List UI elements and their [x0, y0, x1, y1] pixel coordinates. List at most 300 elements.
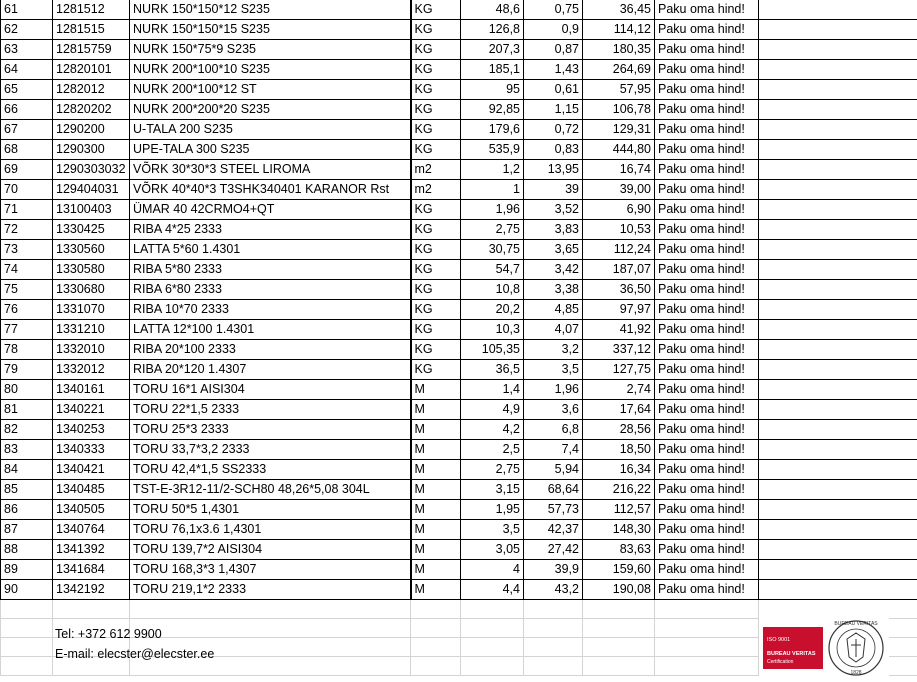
empty-cell[interactable] — [461, 619, 524, 638]
table-cell[interactable]: NURK 200*100*10 S235 — [130, 60, 411, 80]
table-cell[interactable]: 30,75 — [461, 240, 524, 260]
table-cell[interactable]: 112,57 — [583, 500, 655, 520]
empty-cell[interactable] — [759, 380, 917, 400]
table-cell[interactable]: 36,45 — [583, 0, 655, 20]
table-cell[interactable]: 2,74 — [583, 380, 655, 400]
table-cell[interactable]: NURK 200*100*12 ST — [130, 80, 411, 100]
table-cell[interactable]: 3,65 — [524, 240, 583, 260]
table-cell[interactable]: 71 — [1, 200, 53, 220]
table-cell[interactable]: Paku oma hind! — [655, 80, 759, 100]
table-cell[interactable]: 4,9 — [461, 400, 524, 420]
table-cell[interactable]: RIBA 10*70 2333 — [130, 300, 411, 320]
table-cell[interactable]: 1330680 — [53, 280, 130, 300]
empty-cell[interactable] — [130, 600, 411, 619]
empty-cell[interactable] — [524, 619, 583, 638]
table-cell[interactable]: TORU 219,1*2 2333 — [130, 580, 411, 600]
table-cell[interactable]: RIBA 5*80 2333 — [130, 260, 411, 280]
empty-cell[interactable] — [53, 600, 130, 619]
table-cell[interactable]: TORU 76,1x3.6 1,4301 — [130, 520, 411, 540]
table-cell[interactable]: RIBA 20*120 1.4307 — [130, 360, 411, 380]
table-cell[interactable]: Paku oma hind! — [655, 300, 759, 320]
table-cell[interactable]: 264,69 — [583, 60, 655, 80]
table-cell[interactable]: 126,8 — [461, 20, 524, 40]
table-row — [1, 480, 917, 500]
empty-cell[interactable] — [759, 580, 917, 600]
table-cell[interactable]: 42,37 — [524, 520, 583, 540]
empty-cell[interactable] — [759, 260, 917, 280]
table-cell[interactable]: 1,43 — [524, 60, 583, 80]
empty-cell[interactable] — [759, 400, 917, 420]
table-cell[interactable]: NURK 200*200*20 S235 — [130, 100, 411, 120]
table-cell[interactable]: 127,75 — [583, 360, 655, 380]
table-cell[interactable]: 1331070 — [53, 300, 130, 320]
table-cell[interactable]: 0,87 — [524, 40, 583, 60]
table-cell[interactable]: Paku oma hind! — [655, 340, 759, 360]
empty-cell[interactable] — [411, 638, 461, 657]
table-cell[interactable]: 87 — [1, 520, 53, 540]
table-cell[interactable]: 4,07 — [524, 320, 583, 340]
empty-cell[interactable] — [759, 180, 917, 200]
table-cell[interactable]: 1330580 — [53, 260, 130, 280]
table-cell[interactable]: Paku oma hind! — [655, 460, 759, 480]
table-cell[interactable]: 36,5 — [461, 360, 524, 380]
table-cell[interactable]: 75 — [1, 280, 53, 300]
table-cell[interactable]: 1,96 — [461, 200, 524, 220]
table-cell[interactable]: 12820101 — [53, 60, 130, 80]
table-cell[interactable]: 1341392 — [53, 540, 130, 560]
table-cell[interactable]: 88 — [1, 540, 53, 560]
empty-cell[interactable] — [461, 657, 524, 676]
table-cell[interactable]: KG — [411, 40, 461, 60]
table-cell[interactable]: 63 — [1, 40, 53, 60]
empty-cell[interactable] — [1, 600, 53, 619]
table-cell[interactable]: KG — [411, 260, 461, 280]
empty-cell[interactable] — [759, 20, 917, 40]
table-cell[interactable]: 3,42 — [524, 260, 583, 280]
table-cell[interactable]: Paku oma hind! — [655, 100, 759, 120]
table-cell[interactable]: 73 — [1, 240, 53, 260]
table-cell[interactable]: KG — [411, 240, 461, 260]
table-cell[interactable]: TORU 50*5 1,4301 — [130, 500, 411, 520]
empty-cell[interactable] — [583, 657, 655, 676]
table-cell[interactable]: 1281515 — [53, 20, 130, 40]
table-cell[interactable]: KG — [411, 140, 461, 160]
table-cell[interactable]: 190,08 — [583, 580, 655, 600]
table-cell[interactable]: 1340221 — [53, 400, 130, 420]
table-cell[interactable]: KG — [411, 20, 461, 40]
empty-cell[interactable] — [655, 600, 759, 619]
empty-cell[interactable] — [461, 600, 524, 619]
table-cell[interactable]: 0,75 — [524, 0, 583, 20]
table-cell[interactable]: 80 — [1, 380, 53, 400]
empty-cell[interactable] — [411, 619, 461, 638]
table-cell[interactable]: M — [411, 480, 461, 500]
table-cell[interactable]: 1,2 — [461, 160, 524, 180]
table-cell[interactable]: 12820202 — [53, 100, 130, 120]
table-cell[interactable]: RIBA 20*100 2333 — [130, 340, 411, 360]
table-cell[interactable]: U-TALA 200 S235 — [130, 120, 411, 140]
table-cell[interactable]: NURK 150*150*15 S235 — [130, 20, 411, 40]
table-cell[interactable]: 1290200 — [53, 120, 130, 140]
table-cell[interactable]: TORU 168,3*3 1,4307 — [130, 560, 411, 580]
table-cell[interactable]: Paku oma hind! — [655, 520, 759, 540]
empty-cell[interactable] — [759, 520, 917, 540]
table-cell[interactable]: 13100403 — [53, 200, 130, 220]
table-cell[interactable]: 4,85 — [524, 300, 583, 320]
table-cell[interactable]: 207,3 — [461, 40, 524, 60]
table-cell[interactable]: 83,63 — [583, 540, 655, 560]
empty-cell[interactable] — [1, 619, 53, 638]
table-cell[interactable]: Paku oma hind! — [655, 440, 759, 460]
table-cell[interactable]: 86 — [1, 500, 53, 520]
table-cell[interactable]: 18,50 — [583, 440, 655, 460]
empty-cell[interactable] — [759, 600, 917, 619]
table-cell[interactable]: Paku oma hind! — [655, 400, 759, 420]
table-cell[interactable]: 27,42 — [524, 540, 583, 560]
table-cell[interactable]: Paku oma hind! — [655, 320, 759, 340]
table-cell[interactable]: 81 — [1, 400, 53, 420]
table-cell[interactable]: 114,12 — [583, 20, 655, 40]
table-cell[interactable]: 85 — [1, 480, 53, 500]
table-cell[interactable]: 62 — [1, 20, 53, 40]
empty-cell[interactable] — [759, 340, 917, 360]
table-cell[interactable]: 41,92 — [583, 320, 655, 340]
empty-cell[interactable] — [759, 280, 917, 300]
table-cell[interactable]: Paku oma hind! — [655, 540, 759, 560]
table-cell[interactable]: KG — [411, 220, 461, 240]
empty-cell[interactable] — [461, 638, 524, 657]
empty-cell[interactable] — [524, 638, 583, 657]
empty-cell[interactable] — [524, 600, 583, 619]
table-cell[interactable]: ÜMAR 40 42CRMO4+QT — [130, 200, 411, 220]
table-cell[interactable]: 12815759 — [53, 40, 130, 60]
empty-cell[interactable] — [583, 638, 655, 657]
table-cell[interactable]: M — [411, 520, 461, 540]
table-cell[interactable]: 82 — [1, 420, 53, 440]
empty-cell[interactable] — [759, 480, 917, 500]
table-cell[interactable]: 0,9 — [524, 20, 583, 40]
table-cell[interactable]: LATTA 5*60 1.4301 — [130, 240, 411, 260]
table-cell[interactable]: 1290300 — [53, 140, 130, 160]
table-cell[interactable]: 1340333 — [53, 440, 130, 460]
table-cell[interactable]: Paku oma hind! — [655, 180, 759, 200]
table-cell[interactable]: 20,2 — [461, 300, 524, 320]
table-cell[interactable]: 10,53 — [583, 220, 655, 240]
table-cell[interactable]: 3,6 — [524, 400, 583, 420]
table-cell[interactable]: 1341684 — [53, 560, 130, 580]
table-cell[interactable]: Paku oma hind! — [655, 360, 759, 380]
empty-cell[interactable] — [583, 619, 655, 638]
table-cell[interactable]: Paku oma hind! — [655, 480, 759, 500]
table-cell[interactable]: Paku oma hind! — [655, 380, 759, 400]
table-cell[interactable]: 4,4 — [461, 580, 524, 600]
table-cell[interactable]: KG — [411, 80, 461, 100]
table-cell[interactable]: 3,52 — [524, 200, 583, 220]
empty-cell[interactable] — [759, 300, 917, 320]
table-cell[interactable]: M — [411, 580, 461, 600]
table-cell[interactable]: 13,95 — [524, 160, 583, 180]
table-cell[interactable]: 97,97 — [583, 300, 655, 320]
table-cell[interactable]: TST-E-3R12-11/2-SCH80 48,26*5,08 304L — [130, 480, 411, 500]
table-cell[interactable]: Paku oma hind! — [655, 20, 759, 40]
table-cell[interactable]: Paku oma hind! — [655, 0, 759, 20]
table-cell[interactable]: 106,78 — [583, 100, 655, 120]
table-cell[interactable]: 43,2 — [524, 580, 583, 600]
table-cell[interactable]: M — [411, 460, 461, 480]
table-cell[interactable]: KG — [411, 360, 461, 380]
empty-cell[interactable] — [524, 657, 583, 676]
table-cell[interactable]: 216,22 — [583, 480, 655, 500]
table-cell[interactable]: KG — [411, 60, 461, 80]
table-cell[interactable]: 1340421 — [53, 460, 130, 480]
table-cell[interactable]: 3,05 — [461, 540, 524, 560]
empty-cell[interactable] — [759, 200, 917, 220]
table-cell[interactable]: VÕRK 30*30*3 STEEL LIROMA — [130, 160, 411, 180]
table-cell[interactable]: Paku oma hind! — [655, 200, 759, 220]
empty-cell[interactable] — [759, 100, 917, 120]
table-cell[interactable]: 187,07 — [583, 260, 655, 280]
table-cell[interactable]: 16,74 — [583, 160, 655, 180]
table-cell[interactable]: Paku oma hind! — [655, 160, 759, 180]
table-cell[interactable]: 129404031 — [53, 180, 130, 200]
table-cell[interactable]: KG — [411, 280, 461, 300]
empty-cell[interactable] — [759, 160, 917, 180]
table-cell[interactable]: TORU 16*1 AISI304 — [130, 380, 411, 400]
table-cell[interactable]: 70 — [1, 180, 53, 200]
table-cell[interactable]: 6,90 — [583, 200, 655, 220]
table-cell[interactable]: 444,80 — [583, 140, 655, 160]
table-cell[interactable]: 3,2 — [524, 340, 583, 360]
table-cell[interactable]: VÕRK 40*40*3 T3SHK340401 KARANOR Rst — [130, 180, 411, 200]
table-cell[interactable]: 78 — [1, 340, 53, 360]
table-cell[interactable]: 90 — [1, 580, 53, 600]
empty-cell[interactable] — [411, 600, 461, 619]
table-cell[interactable]: Paku oma hind! — [655, 260, 759, 280]
empty-cell[interactable] — [759, 140, 917, 160]
table-cell[interactable]: UPE-TALA 300 S235 — [130, 140, 411, 160]
table-cell[interactable]: Paku oma hind! — [655, 140, 759, 160]
table-cell[interactable]: 2,75 — [461, 460, 524, 480]
empty-cell[interactable] — [759, 500, 917, 520]
table-cell[interactable]: 0,83 — [524, 140, 583, 160]
table-row — [1, 160, 917, 180]
table-cell[interactable]: 76 — [1, 300, 53, 320]
empty-cell[interactable] — [655, 638, 759, 657]
table-cell[interactable]: 337,12 — [583, 340, 655, 360]
table-cell[interactable]: 105,35 — [461, 340, 524, 360]
table-cell[interactable]: 4 — [461, 560, 524, 580]
table-cell[interactable]: Paku oma hind! — [655, 580, 759, 600]
table-cell[interactable]: 68 — [1, 140, 53, 160]
table-cell[interactable]: 1332010 — [53, 340, 130, 360]
table-cell[interactable]: 1,15 — [524, 100, 583, 120]
table-cell[interactable]: 1332012 — [53, 360, 130, 380]
table-cell[interactable]: m2 — [411, 180, 461, 200]
table-cell[interactable]: M — [411, 420, 461, 440]
table-cell[interactable]: 72 — [1, 220, 53, 240]
table-cell[interactable]: M — [411, 380, 461, 400]
table-cell[interactable]: KG — [411, 0, 461, 20]
table-cell[interactable]: 2,5 — [461, 440, 524, 460]
table-cell[interactable]: 1330425 — [53, 220, 130, 240]
table-cell[interactable]: 1340485 — [53, 480, 130, 500]
table-cell[interactable]: 180,35 — [583, 40, 655, 60]
table-cell[interactable]: 2,75 — [461, 220, 524, 240]
table-cell[interactable]: 66 — [1, 100, 53, 120]
table-cell[interactable]: 84 — [1, 460, 53, 480]
table-cell[interactable]: Paku oma hind! — [655, 560, 759, 580]
table-cell[interactable]: RIBA 6*80 2333 — [130, 280, 411, 300]
table-cell[interactable]: 1282012 — [53, 80, 130, 100]
table-cell[interactable]: 1290303032 — [53, 160, 130, 180]
empty-cell[interactable] — [759, 120, 917, 140]
table-cell[interactable]: KG — [411, 100, 461, 120]
table-cell[interactable]: M — [411, 400, 461, 420]
table-cell[interactable]: 1,95 — [461, 500, 524, 520]
table-cell[interactable]: 39 — [524, 180, 583, 200]
table-cell[interactable]: TORU 22*1,5 2333 — [130, 400, 411, 420]
table-cell[interactable]: 57,95 — [583, 80, 655, 100]
table-cell[interactable]: TORU 33,7*3,2 2333 — [130, 440, 411, 460]
table-cell[interactable]: 3,5 — [461, 520, 524, 540]
table-cell[interactable]: 68,64 — [524, 480, 583, 500]
empty-cell[interactable] — [759, 40, 917, 60]
table-cell[interactable]: 1,96 — [524, 380, 583, 400]
table-cell[interactable]: 83 — [1, 440, 53, 460]
table-cell[interactable]: 57,73 — [524, 500, 583, 520]
table-cell[interactable]: Paku oma hind! — [655, 60, 759, 80]
table-cell[interactable]: TORU 25*3 2333 — [130, 420, 411, 440]
empty-cell[interactable] — [759, 240, 917, 260]
empty-cell[interactable] — [1, 638, 53, 657]
table-cell[interactable]: 1342192 — [53, 580, 130, 600]
table-cell[interactable]: 5,94 — [524, 460, 583, 480]
table-cell[interactable]: Paku oma hind! — [655, 240, 759, 260]
table-cell[interactable]: 179,6 — [461, 120, 524, 140]
empty-cell[interactable] — [759, 420, 917, 440]
empty-cell[interactable] — [759, 440, 917, 460]
table-cell[interactable]: KG — [411, 200, 461, 220]
table-cell[interactable]: 92,85 — [461, 100, 524, 120]
table-cell[interactable]: 54,7 — [461, 260, 524, 280]
table-cell[interactable]: 61 — [1, 0, 53, 20]
table-cell[interactable]: 6,8 — [524, 420, 583, 440]
table-cell[interactable]: Paku oma hind! — [655, 280, 759, 300]
table-cell[interactable]: NURK 150*75*9 S235 — [130, 40, 411, 60]
empty-cell[interactable] — [759, 220, 917, 240]
table-cell[interactable]: m2 — [411, 160, 461, 180]
table-cell[interactable]: 28,56 — [583, 420, 655, 440]
table-cell[interactable]: 185,1 — [461, 60, 524, 80]
empty-cell[interactable] — [759, 60, 917, 80]
table-cell[interactable]: 1331210 — [53, 320, 130, 340]
table-cell[interactable]: KG — [411, 120, 461, 140]
table-cell[interactable]: 159,60 — [583, 560, 655, 580]
table-cell[interactable]: 64 — [1, 60, 53, 80]
empty-cell[interactable] — [759, 0, 917, 20]
table-cell[interactable]: 17,64 — [583, 400, 655, 420]
table-cell[interactable]: 65 — [1, 80, 53, 100]
empty-cell[interactable] — [759, 80, 917, 100]
table-cell[interactable]: 69 — [1, 160, 53, 180]
table-cell[interactable]: 4,2 — [461, 420, 524, 440]
empty-cell[interactable] — [1, 657, 53, 676]
table-cell[interactable]: 95 — [461, 80, 524, 100]
table-cell[interactable]: Paku oma hind! — [655, 40, 759, 60]
table-cell[interactable]: 535,9 — [461, 140, 524, 160]
table-cell[interactable]: Paku oma hind! — [655, 420, 759, 440]
table-cell[interactable]: 0,61 — [524, 80, 583, 100]
table-cell[interactable]: 39,00 — [583, 180, 655, 200]
empty-cell[interactable] — [759, 360, 917, 380]
table-cell[interactable]: 3,83 — [524, 220, 583, 240]
table-cell[interactable]: NURK 150*150*12 S235 — [130, 0, 411, 20]
table-cell[interactable]: 89 — [1, 560, 53, 580]
table-cell[interactable]: KG — [411, 320, 461, 340]
empty-cell[interactable] — [655, 619, 759, 638]
table-cell[interactable]: 0,72 — [524, 120, 583, 140]
table-cell[interactable]: TORU 139,7*2 AISI304 — [130, 540, 411, 560]
table-cell[interactable]: 112,24 — [583, 240, 655, 260]
table-cell[interactable]: 67 — [1, 120, 53, 140]
table-cell[interactable]: RIBA 4*25 2333 — [130, 220, 411, 240]
table-cell[interactable]: 3,15 — [461, 480, 524, 500]
table-cell[interactable]: 1340253 — [53, 420, 130, 440]
table-cell[interactable]: 7,4 — [524, 440, 583, 460]
table-cell[interactable]: Paku oma hind! — [655, 500, 759, 520]
table-cell[interactable]: 16,34 — [583, 460, 655, 480]
table-cell[interactable]: 1,4 — [461, 380, 524, 400]
table-cell[interactable]: M — [411, 500, 461, 520]
table-cell[interactable]: 1340505 — [53, 500, 130, 520]
empty-cell[interactable] — [759, 560, 917, 580]
table-cell[interactable]: 77 — [1, 320, 53, 340]
table-cell[interactable]: Paku oma hind! — [655, 220, 759, 240]
table-cell[interactable]: LATTA 12*100 1.4301 — [130, 320, 411, 340]
table-cell[interactable]: 39,9 — [524, 560, 583, 580]
table-cell[interactable]: 1330560 — [53, 240, 130, 260]
table-cell[interactable]: 1 — [461, 180, 524, 200]
table-cell[interactable]: 10,3 — [461, 320, 524, 340]
table-cell[interactable]: 79 — [1, 360, 53, 380]
table-cell[interactable]: 1340161 — [53, 380, 130, 400]
empty-cell[interactable] — [759, 460, 917, 480]
table-cell[interactable]: 1340764 — [53, 520, 130, 540]
table-cell[interactable]: M — [411, 560, 461, 580]
table-cell[interactable]: KG — [411, 340, 461, 360]
empty-cell[interactable] — [411, 657, 461, 676]
table-cell[interactable]: 48,6 — [461, 0, 524, 20]
empty-cell[interactable] — [759, 320, 917, 340]
table-cell[interactable]: M — [411, 540, 461, 560]
table-cell[interactable]: 3,38 — [524, 280, 583, 300]
table-cell[interactable]: 74 — [1, 260, 53, 280]
empty-cell[interactable] — [655, 657, 759, 676]
table-cell[interactable]: 129,31 — [583, 120, 655, 140]
table-cell[interactable]: 148,30 — [583, 520, 655, 540]
table-cell[interactable]: M — [411, 440, 461, 460]
table-row — [1, 320, 917, 340]
table-cell[interactable]: 1281512 — [53, 0, 130, 20]
empty-cell[interactable] — [759, 540, 917, 560]
table-cell[interactable]: Paku oma hind! — [655, 120, 759, 140]
table-cell[interactable]: TORU 42,4*1,5 SS2333 — [130, 460, 411, 480]
table-cell[interactable]: 3,5 — [524, 360, 583, 380]
table-cell[interactable]: 36,50 — [583, 280, 655, 300]
empty-cell[interactable] — [583, 600, 655, 619]
table-cell[interactable]: 10,8 — [461, 280, 524, 300]
table-cell[interactable]: KG — [411, 300, 461, 320]
